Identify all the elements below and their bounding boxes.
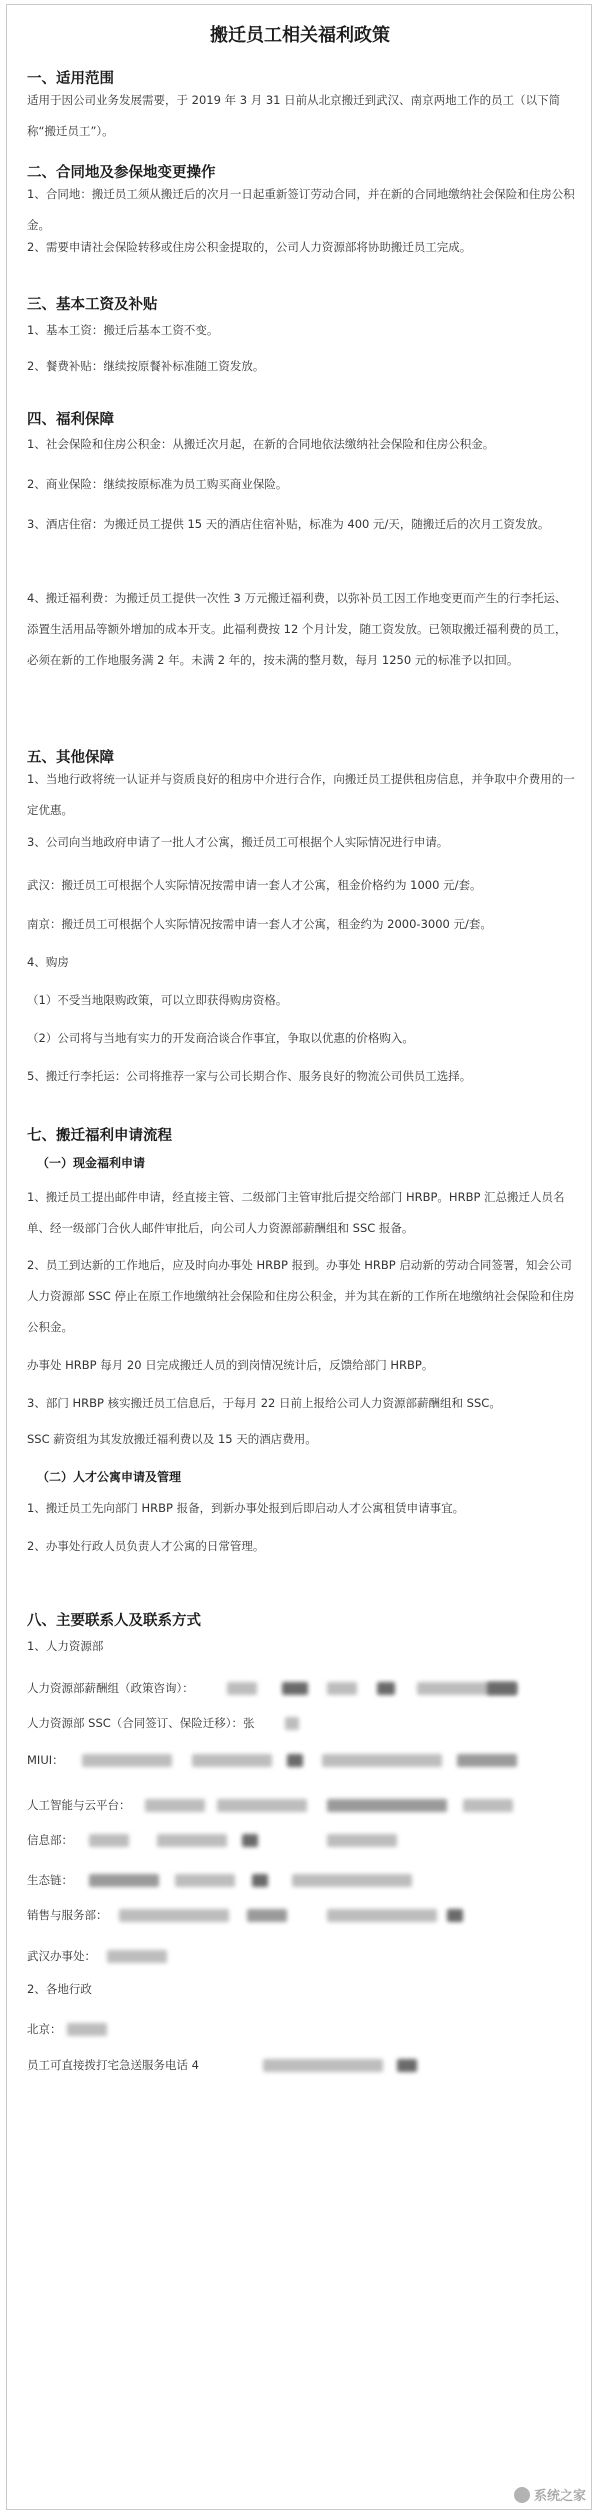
other-paragraph-nanjing: 南京：搬迁员工可根据个人实际情况按需申请一套人才公寓，租金约为 2000-3000 元/套。: [27, 917, 492, 931]
redacted-contact: [327, 1799, 447, 1812]
contact-row-ai-cloud: [27, 1795, 131, 1815]
contact-row-compensation: [27, 1678, 194, 1698]
welfare-paragraph-3: 3、酒店住宿：为搬迁员工提供 15 天的酒店住宿补贴，标准为 400 元/天，随搬迁后的次月工资发放。: [27, 517, 550, 531]
welfare-paragraph-4: 4、搬迁福利费：为搬迁员工提供一次性 3 万元搬迁福利费，以弥补员工因工作地变更而产生的行李托运、添置生活用品等额外增加的成本开支。此福利费按 12 个月计发，随工资发放。已领取搬迁福利费的员工，必须在新的工作地服务满 2 年。未满 2 年的，按未满的整月数，每月 1250 元的标准予以扣回。: [27, 591, 567, 667]
salary-paragraph-2: 2、餐费补贴：继续按原餐补标准随工资发放。: [27, 359, 265, 373]
redacted-contact: [89, 1834, 129, 1847]
contact-row-sales: [27, 1905, 108, 1925]
contact-row-zjs: [27, 2055, 199, 2075]
contact-row-it: [27, 1830, 73, 1850]
contact-row-label: 武汉办事处：: [27, 1949, 96, 1963]
process-paragraph-3: 办事处 HRBP 每月 20 日完成搬迁人员的到岗情况统计后，反馈给部门 HRBP。: [27, 1358, 434, 1372]
redacted-mark: [282, 1682, 308, 1695]
section-heading-contract: 二、合同地及参保地变更操作: [27, 165, 216, 181]
contact-row-miui: [27, 1750, 64, 1770]
contact-group-hr: 1、人力资源部: [27, 1639, 104, 1653]
welfare-paragraph-2: 2、商业保险：继续按原标准为员工购买商业保险。: [27, 477, 288, 491]
redacted-contact: [89, 1874, 159, 1887]
other-paragraph-housing-1: （1）不受当地限购政策，可以立即获得购房资格。: [27, 993, 288, 1007]
watermark: [514, 2485, 586, 2504]
contact-row-label: 信息部：: [27, 1833, 73, 1847]
redacted-contact: [119, 1909, 229, 1922]
salary-paragraph-1: 1、基本工资：搬迁后基本工资不变。: [27, 323, 219, 337]
redacted-mark: [242, 1834, 258, 1847]
redacted-contact: [327, 1834, 397, 1847]
redacted-contact: [463, 1799, 513, 1812]
redacted-contact: [292, 1874, 412, 1887]
contact-group-admin: 2、各地行政: [27, 1982, 92, 1996]
redacted-contact: [327, 1909, 437, 1922]
process-paragraph-1: 1、搬迁员工提出邮件申请，经直接主管、二级部门主管审批后提交给部门 HRBP。HRBP 汇总搬迁人员名单、经一级部门合伙人邮件审批后，向公司人力资源部薪酬组和 SSC 报备。: [27, 1190, 565, 1235]
process-paragraph-5: SSC 薪资组为其发放搬迁福利费以及 15 天的酒店费用。: [27, 1432, 317, 1446]
redacted-contact: [247, 1909, 287, 1922]
page-title: 搬迁员工相关福利政策: [210, 25, 390, 46]
other-paragraph-housing: 4、购房: [27, 955, 69, 969]
section-heading-welfare: 四、福利保障: [27, 412, 114, 428]
redacted-contact: [192, 1754, 272, 1767]
redacted-contact: [145, 1799, 205, 1812]
section-heading-contacts: 八、主要联系人及联系方式: [27, 1613, 201, 1629]
watermark-logo-icon: [514, 2487, 530, 2503]
contact-row-label: MIUI：: [27, 1753, 64, 1767]
contact-row-ecosystem: [27, 1870, 73, 1890]
contact-row-label: 生态链：: [27, 1873, 73, 1887]
section-heading-scope: 一、适用范围: [27, 71, 114, 87]
redacted-mark: [447, 1909, 463, 1922]
welfare-paragraph-1: 1、社会保险和住房公积金：从搬迁次月起，在新的合同地依法缴纳社会保险和住房公积金。: [27, 437, 495, 451]
other-paragraph-wuhan: 武汉：搬迁员工可根据个人实际情况按需申请一套人才公寓，租金价格约为 1000 元/套。: [27, 878, 482, 892]
redacted-name: [227, 1682, 257, 1695]
redacted-mark: [252, 1874, 268, 1887]
redacted-contact: [82, 1754, 172, 1767]
contact-row-label: 员工可直接拨打宅急送服务电话 4: [27, 2058, 199, 2072]
redacted-mark: [397, 2059, 417, 2072]
contract-paragraph-1: 1、合同地：搬迁员工须从搬迁后的次月一日起重新签订劳动合同，并在新的合同地缴纳社会保险和住房公积金。: [27, 187, 575, 232]
contact-row-ssc: [27, 1713, 255, 1733]
contact-row-label: 人力资源部 SSC（合同签订、保险迁移）：张: [27, 1716, 255, 1730]
redacted-contact: [263, 2059, 383, 2072]
other-paragraph-1: 1、当地行政将统一认证并与资质良好的租房中介进行合作，向搬迁员工提供租房信息，并争取中介费用的一定优惠。: [27, 772, 575, 817]
other-paragraph-2: 3、公司向当地政府申请了一批人才公寓，搬迁员工可根据个人实际情况进行申请。: [27, 835, 449, 849]
redacted-contact: [107, 1950, 167, 1963]
redacted-contact: [67, 2023, 107, 2036]
redacted-contact: [157, 1834, 227, 1847]
contract-paragraph-2: 2、需要申请社会保险转移或住房公积金提取的，公司人力资源部将协助搬迁员工完成。: [27, 240, 472, 254]
sub-heading-cash: （一）现金福利申请: [37, 1156, 146, 1170]
contact-row-label: 北京：: [27, 2022, 62, 2036]
section-heading-salary: 三、基本工资及补贴: [27, 297, 158, 313]
contact-row-label: 人工智能与云平台：: [27, 1798, 131, 1812]
contact-row-label: 人力资源部薪酬组（政策咨询）：: [27, 1681, 194, 1695]
redacted-contact: [457, 1754, 517, 1767]
sub-heading-apartment: （二）人才公寓申请及管理: [37, 1470, 182, 1484]
redacted-name: [285, 1717, 299, 1730]
process-paragraph-4: 3、部门 HRBP 核实搬迁员工信息后，于每月 22 日前上报给公司人力资源部薪酬组和 SSC。: [27, 1396, 501, 1410]
section-heading-other: 五、其他保障: [27, 750, 114, 766]
redacted-contact: [217, 1799, 307, 1812]
document-page: [6, 4, 592, 2510]
redacted-name: [327, 1682, 357, 1695]
watermark-text: 系统之家: [533, 2489, 586, 2504]
process-paragraph-6: 1、搬迁员工先向部门 HRBP 报备，到新办事处报到后即启动人才公寓租赁申请事宜。: [27, 1501, 465, 1515]
other-paragraph-housing-2: （2）公司将与当地有实力的开发商洽谈合作事宜，争取以优惠的价格购入。: [27, 1031, 414, 1045]
redacted-mark: [377, 1682, 395, 1695]
contact-row-beijing: [27, 2019, 62, 2039]
redacted-contact: [322, 1754, 442, 1767]
section-heading-process: 七、搬迁福利申请流程: [27, 1128, 172, 1144]
redacted-contact: [175, 1874, 235, 1887]
contact-row-label: 销售与服务部：: [27, 1908, 108, 1922]
process-paragraph-2: 2、员工到达新的工作地后，应及时向办事处 HRBP 报到。办事处 HRBP 启动新的劳动合同签署，知会公司人力资源部 SSC 停止在原工作地缴纳社会保险和住房公积金，并为其在新的工作所在地缴纳社会保险和住房公积金。: [27, 1258, 575, 1334]
other-paragraph-logistics: 5、搬迁行李托运：公司将推荐一家与公司长期合作、服务良好的物流公司供员工选择。: [27, 1069, 472, 1083]
redacted-mark: [487, 1682, 517, 1695]
redacted-mark: [287, 1754, 303, 1767]
process-paragraph-7: 2、办事处行政人员负责人才公寓的日常管理。: [27, 1539, 265, 1553]
contact-row-wuhan: [27, 1946, 96, 1966]
scope-paragraph: 适用于因公司业务发展需要，于 2019 年 3 月 31 日前从北京搬迁到武汉、南京两地工作的员工（以下简称“搬迁员工”）。: [27, 93, 561, 138]
